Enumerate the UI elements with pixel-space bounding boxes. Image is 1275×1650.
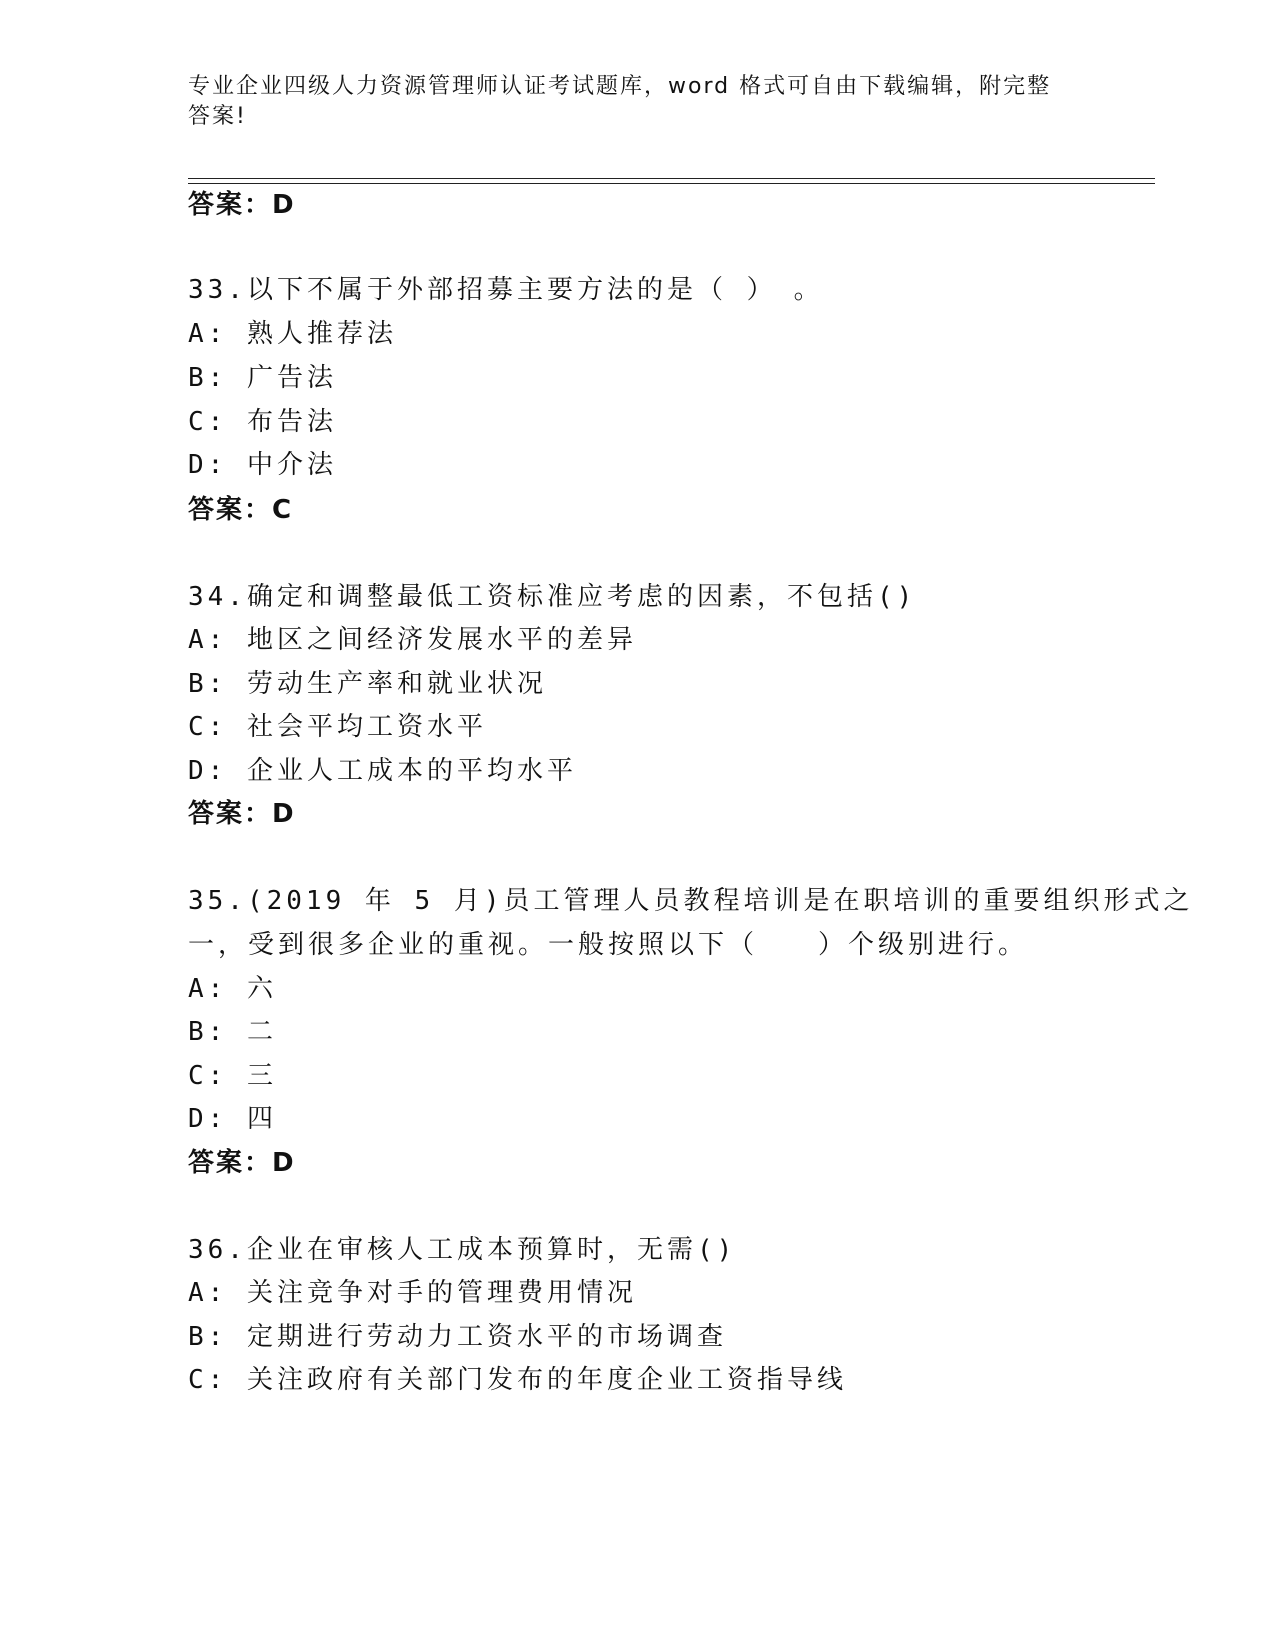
- question-35-option-d: D: 四: [188, 1104, 277, 1134]
- question-36-option-c: C: 关注政府有关部门发布的年度企业工资指导线: [188, 1365, 847, 1395]
- question-35-stem-line-1: 35.(2019 年 5 月)员工管理人员教程培训是在职培训的重要组织形式之: [188, 886, 1194, 916]
- question-33-option-d: D: 中介法: [188, 450, 337, 480]
- answer-previous: 答案：D: [188, 190, 296, 220]
- question-36-option-b: B: 定期进行劳动力工资水平的市场调查: [188, 1322, 727, 1352]
- question-33-answer: 答案：C: [188, 495, 294, 525]
- question-33-option-b: B: 广告法: [188, 363, 337, 393]
- page-header: [188, 72, 1088, 132]
- question-34-answer: 答案：D: [188, 799, 296, 829]
- question-35-option-a: A: 六: [188, 974, 277, 1004]
- header-divider-top: [188, 178, 1155, 179]
- question-34-option-b: B: 劳动生产率和就业状况: [188, 669, 547, 699]
- question-34-option-a: A: 地区之间经济发展水平的差异: [188, 625, 637, 655]
- header-line-1: 专业企业四级人力资源管理师认证考试题库，word 格式可自由下载编辑，附完整: [188, 74, 1052, 99]
- question-34-stem: 34.确定和调整最低工资标准应考虑的因素，不包括(): [188, 582, 917, 612]
- question-34-option-c: C: 社会平均工资水平: [188, 712, 487, 742]
- question-36-option-a: A: 关注竞争对手的管理费用情况: [188, 1278, 637, 1308]
- header-divider-bottom: [188, 183, 1155, 184]
- question-35-option-b: B: 二: [188, 1017, 277, 1047]
- question-35-stem-line-2: 一，受到很多企业的重视。一般按照以下（ ）个级别进行。: [188, 930, 1029, 960]
- question-34-option-d: D: 企业人工成本的平均水平: [188, 756, 577, 786]
- question-35-option-c: C: 三: [188, 1061, 277, 1091]
- header-line-2: 答案!: [188, 104, 247, 129]
- question-35-answer: 答案：D: [188, 1148, 296, 1178]
- question-33-option-a: A: 熟人推荐法: [188, 319, 397, 349]
- question-33-stem: 33.以下不属于外部招募主要方法的是（ ） 。: [188, 275, 824, 305]
- question-36-stem: 36.企业在审核人工成本预算时，无需(): [188, 1235, 737, 1265]
- question-33-option-c: C: 布告法: [188, 407, 337, 437]
